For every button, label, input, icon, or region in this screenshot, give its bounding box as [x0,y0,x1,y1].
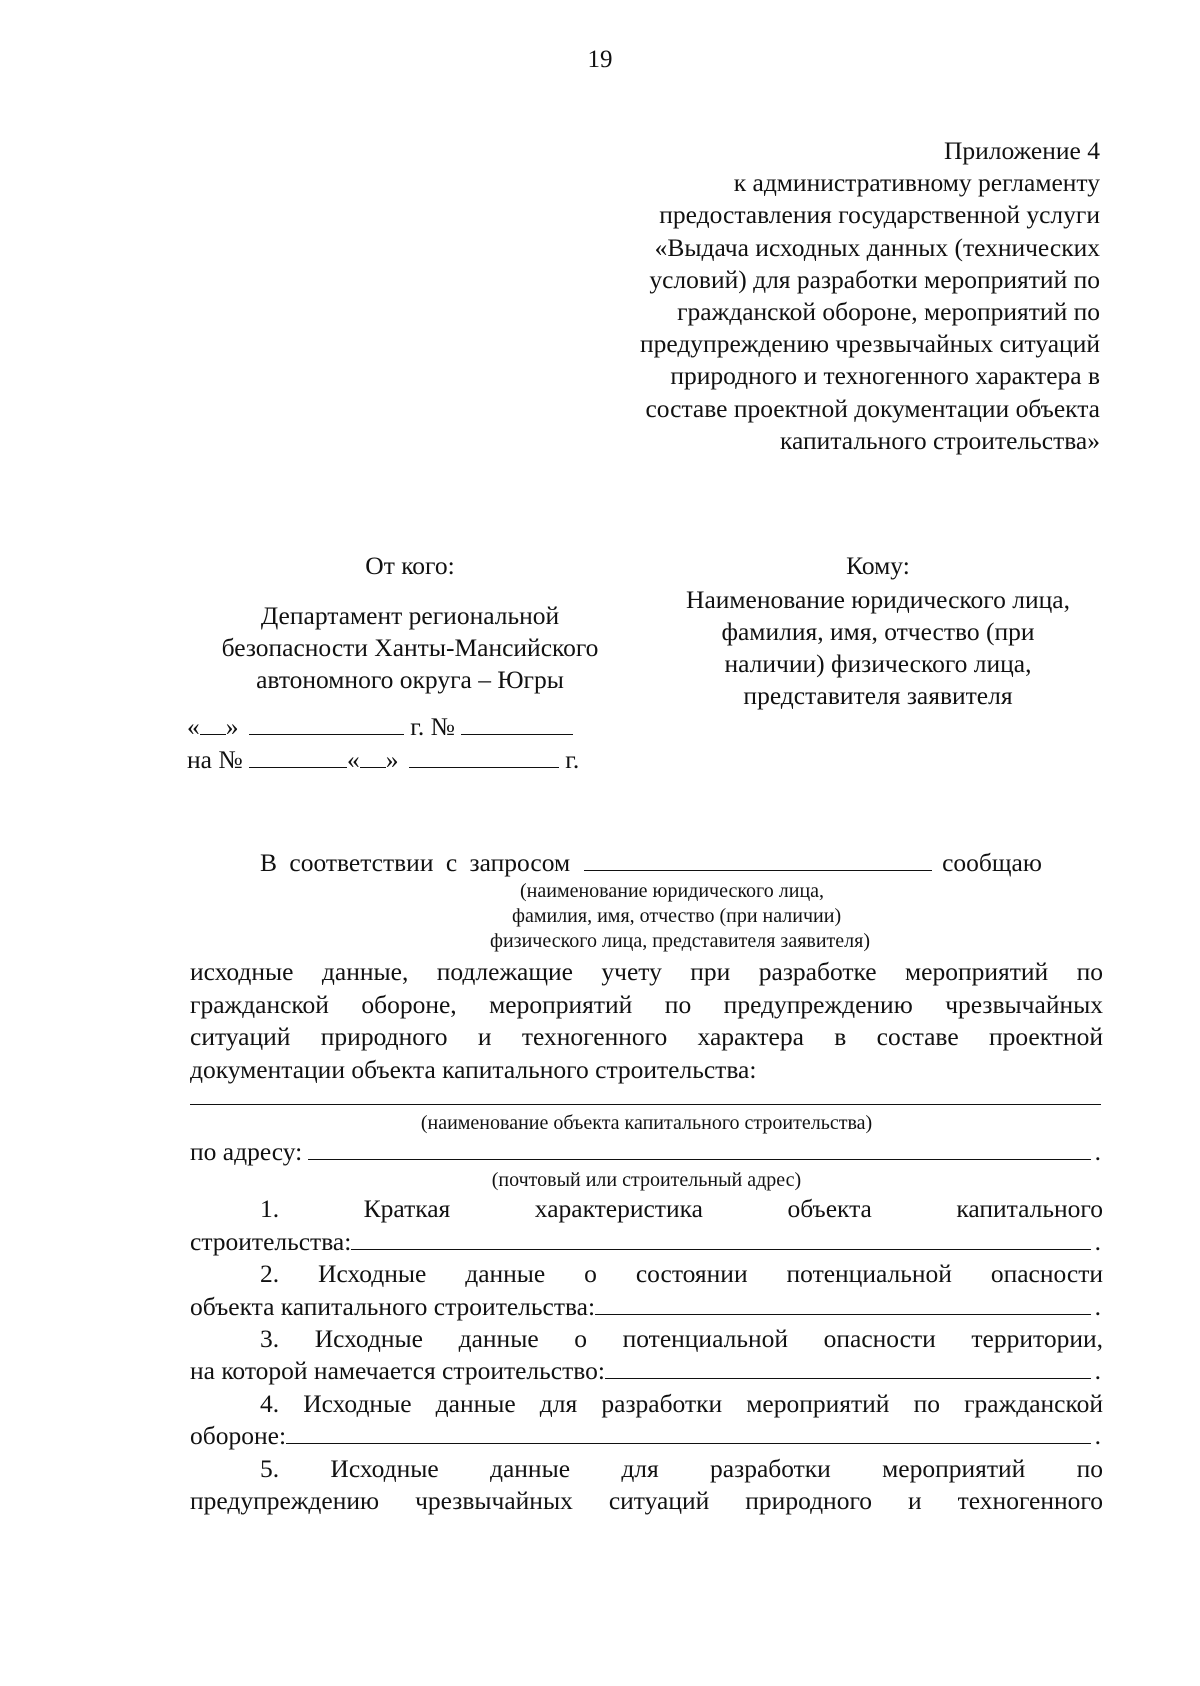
recipient-block [658,550,1098,712]
period: . [1094,1356,1101,1386]
recipient-line: наличии) физического лица, [724,649,1032,678]
item-4-line: 4. Исходные данные для разработки мероприятий по гражданской [260,1388,1103,1418]
address-caption: (почтовый или строительный адрес) [491,1169,802,1192]
year-suffix: г. [565,745,580,774]
recipient-line: Наименование юридического лица, [686,585,1070,614]
sender-line: Департамент региональной [260,601,560,630]
sender-line: автономного округа – Югры [256,665,564,694]
request-suffix: сообщаю [942,848,1042,877]
period: . [1094,1137,1101,1167]
quote-close: » [225,712,239,741]
request-caption: физического лица, представителя заявителя) [490,930,870,953]
paragraph-line: гражданской обороне, мероприятий по предупреждению чрезвычайных [190,989,1103,1019]
quote-open: « [187,712,200,741]
period: . [1094,1291,1101,1321]
appendix-line: природного и техногенного характера в [670,361,1100,391]
appendix-line: гражданской обороне, мероприятий по [677,297,1100,327]
outgoing-number-field[interactable] [461,710,573,735]
item-3-line: 3. Исходные данные о потенциальной опасности территории, [260,1324,1103,1354]
item-1-line: 1. Краткая характеристика объекта капитального [260,1194,1103,1224]
object-caption: (наименование объекта капитального строительства) [420,1112,873,1135]
month-field[interactable] [249,710,404,735]
day-field[interactable] [200,710,226,735]
address-line [190,1136,1103,1168]
appendix-line: капитального строительства» [780,425,1100,455]
object-name-field[interactable] [190,1086,1101,1105]
item-2-answer-line [190,1291,1103,1323]
request-field[interactable] [584,848,932,871]
reply-day-field[interactable] [360,743,386,768]
item-4-field[interactable] [286,1421,1091,1444]
request-caption: (наименование юридического лица, [520,880,825,903]
recipient-label: Кому: [846,551,910,580]
year-number-label: г. № [410,712,455,741]
sender-label: От кого: [365,551,455,580]
appendix-line: составе проектной документации объекта [645,393,1100,423]
recipient-line: фамилия, имя, отчество (при [721,617,1035,646]
appendix-line: Приложение 4 [944,136,1100,165]
item-5-line: 5. Исходные данные для разработки мероприятий по [260,1453,1103,1483]
period: . [1094,1226,1101,1256]
recipient-line: представителя заявителя [743,681,1013,710]
appendix-header [540,135,1100,457]
item-3-field[interactable] [605,1356,1091,1379]
item-3-answer-line [190,1355,1103,1387]
page-number: 19 [587,46,613,73]
reply-number-field[interactable] [249,743,347,768]
item-3-label: на которой намечается строительство: [190,1356,605,1386]
sender-line: безопасности Ханты-Мансийского [221,633,599,662]
appendix-line: предупреждению чрезвычайных ситуаций [639,329,1100,359]
item-1-field[interactable] [351,1227,1090,1250]
address-field[interactable] [308,1137,1090,1160]
item-2-line: 2. Исходные данные о состоянии потенциальной опасности [260,1259,1103,1289]
appendix-line: условий) для разработки мероприятий по [649,264,1100,294]
paragraph-line: исходные данные, подлежащие учету при разработке мероприятий по [190,957,1103,987]
paragraph-line: ситуаций природного и техногенного характера в составе проектной [190,1022,1103,1052]
reply-month-field[interactable] [409,743,559,768]
item-2-label: объекта капитального строительства: [190,1291,596,1321]
appendix-line: к административному регламенту [733,168,1100,198]
item-5-line: предупреждению чрезвычайных ситуаций природного и техногенного [190,1486,1103,1516]
appendix-line: «Выдача исходных данных (технических [654,232,1100,262]
request-line [190,847,1103,879]
period: . [1094,1421,1101,1451]
quote-close: » [385,745,399,774]
appendix-line: предоставления государственной услуги [659,200,1100,230]
item-2-field[interactable] [595,1292,1091,1315]
item-1-answer-line [190,1226,1103,1258]
request-caption: фамилия, имя, отчество (при наличии) [512,905,842,928]
request-prefix: В соответствии с запросом [260,848,571,877]
paragraph-line: документации объекта капитального строительства: [190,1054,757,1084]
outgoing-number-line [187,710,633,743]
sender-block [187,550,633,776]
reply-number-line [187,743,633,776]
item-1-label: строительства: [190,1226,352,1256]
quote-open: « [347,745,360,774]
address-label: по адресу: [190,1137,303,1167]
item-4-answer-line [190,1420,1103,1452]
document-body [190,847,1103,1518]
item-4-label: обороне: [190,1421,287,1451]
reply-number-label: на № [187,745,243,774]
